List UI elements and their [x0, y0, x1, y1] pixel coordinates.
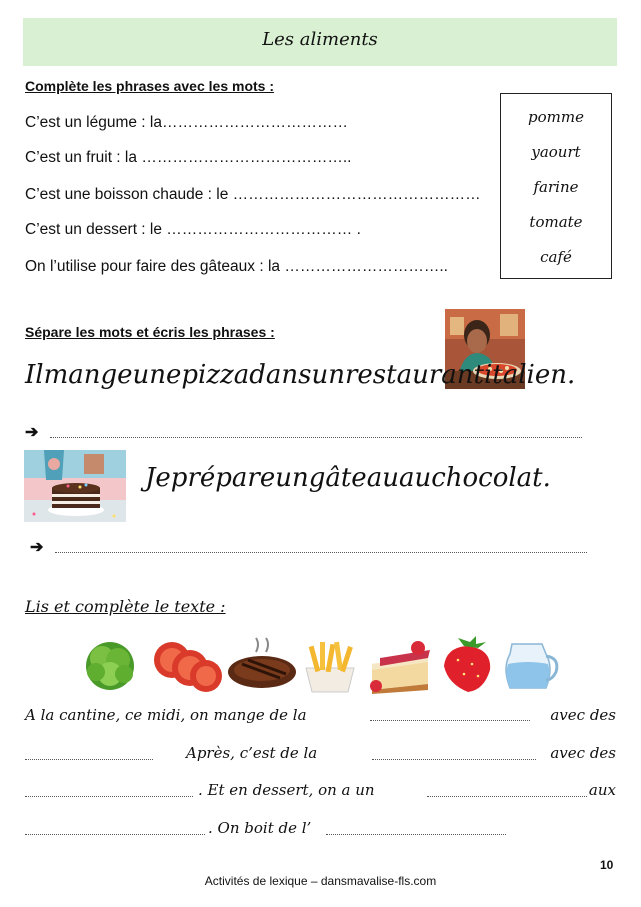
blank-1[interactable] — [370, 720, 530, 721]
text-line-1a: A la cantine, ce midi, on mange de la — [25, 706, 307, 724]
word-bank-item: farine — [533, 178, 579, 196]
sentence-4: C’est un dessert : le ……………………………… . — [25, 221, 361, 238]
sentence-2: C’est un fruit : la ………………………………….. — [25, 149, 352, 166]
word-bank-item: tomate — [529, 213, 583, 231]
text-line-3b: aux — [588, 781, 616, 799]
text-line-4a: . On boit de l’ — [208, 819, 312, 837]
cake-baking-illustration — [24, 450, 126, 522]
blank-7[interactable] — [326, 834, 506, 835]
page-number: 10 — [600, 858, 614, 872]
text-line-2a: Après, c’est de la — [186, 744, 318, 762]
blank-6[interactable] — [25, 834, 205, 835]
sentence-3: C’est une boisson chaude : le ………………………………………… — [25, 186, 481, 203]
scrambled-phrase-1: Ilmangeunepizzadansunrestaurantitalien. — [25, 360, 576, 390]
text-line-2b: avec des — [550, 744, 616, 762]
answer-line-1[interactable] — [50, 437, 582, 438]
food-icons-row — [80, 634, 560, 694]
sentence-1: C’est un légume : la……………………………… — [25, 114, 348, 131]
sentence-5: On l’utilise pour faire des gâteaux : la ………………………….. — [25, 258, 448, 275]
answer-line-2[interactable] — [55, 552, 587, 553]
lettuce-icon — [86, 642, 134, 690]
blank-4[interactable] — [25, 796, 193, 797]
section1-heading: Complète les phrases avec les mots : — [25, 78, 274, 94]
scrambled-phrase-2: Jeprépareungâteauauchocolat. — [145, 463, 551, 493]
word-bank — [500, 93, 612, 279]
strawberry-icon — [444, 636, 490, 692]
word-bank-item: yaourt — [531, 143, 581, 161]
arrow-icon: ➔ — [25, 424, 39, 441]
section3-heading: Lis et complète le texte : — [25, 597, 226, 616]
title-bar — [23, 18, 617, 66]
word-bank-item: pomme — [528, 108, 584, 126]
text-line-1b: avec des — [550, 706, 616, 724]
section2-heading: Sépare les mots et écris les phrases : — [25, 324, 275, 340]
fries-icon — [306, 642, 354, 692]
page-title: Les aliments — [262, 29, 378, 50]
steak-icon — [228, 638, 296, 688]
word-bank-item: café — [540, 248, 572, 266]
arrow-icon: ➔ — [30, 539, 44, 556]
cake-slice-icon — [370, 641, 430, 694]
text-line-3a: . Et en dessert, on a un — [198, 781, 375, 799]
footer: Activités de lexique – dansmavalise-fls.com — [204, 874, 437, 888]
blank-2[interactable] — [25, 759, 153, 760]
tomato-slices-icon — [154, 642, 222, 692]
blank-3[interactable] — [372, 759, 536, 760]
blank-5[interactable] — [427, 796, 587, 797]
water-jug-icon — [506, 644, 557, 688]
